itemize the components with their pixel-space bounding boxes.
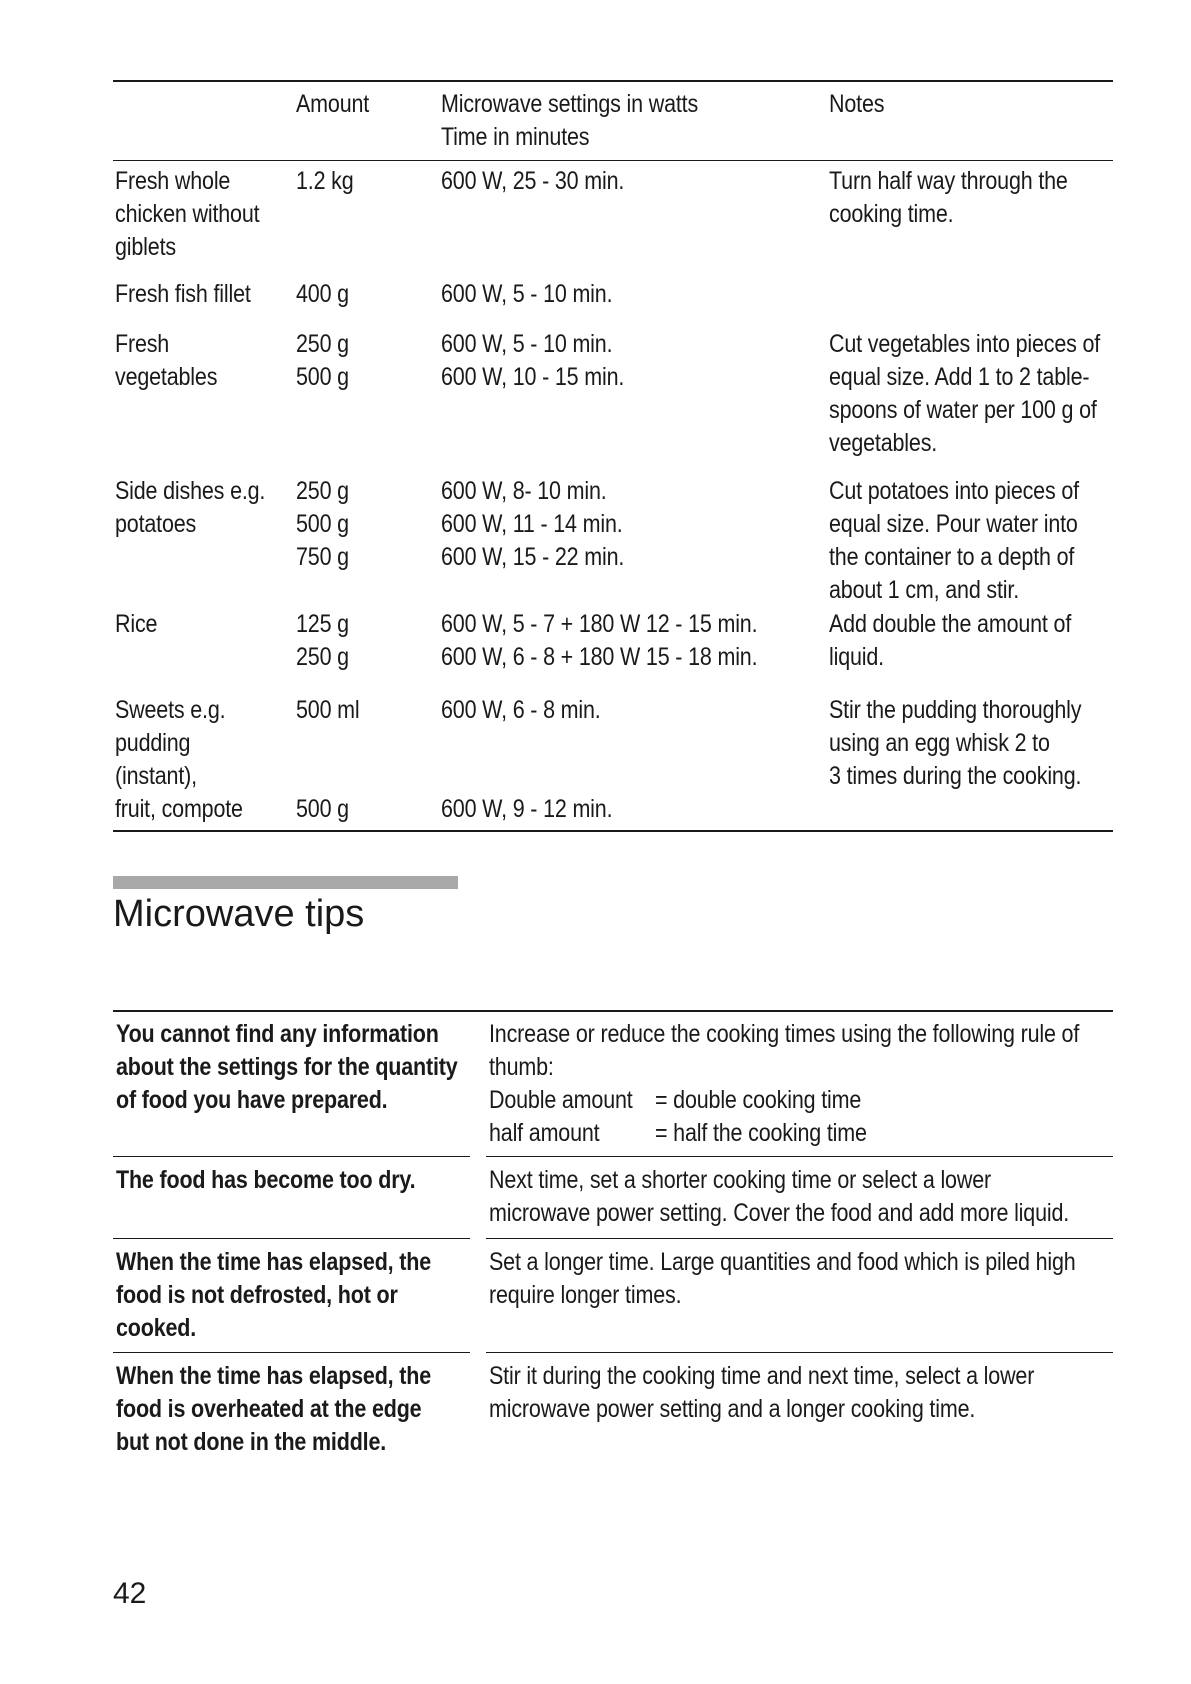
table-row-amount: 125 g 250 g: [296, 610, 349, 671]
tip-answer: Next time, set a shorter cooking time or select a lower microwave power setting. Cover the food and add more liquid.: [489, 1166, 1070, 1227]
tip-answer: Set a longer time. Large quantities and food which is piled high require longer times.: [489, 1248, 1076, 1309]
tip-divider: [113, 1156, 470, 1157]
tip-divider: [486, 1156, 1113, 1157]
table-row-settings: 600 W, 5 - 10 min.: [441, 280, 613, 308]
rule-row: half amount = half the cooking time: [489, 1119, 867, 1147]
table-row-amount: 400 g: [296, 280, 349, 308]
header-rule: [113, 160, 1113, 161]
table-row-notes: Cut potatoes into pieces of equal size. Pour water into the container to a depth of about 1 cm, and stir.: [829, 477, 1079, 604]
tip-question: When the time has elapsed, the food is overheated at the edge but not done in the middle.: [116, 1362, 432, 1456]
table-top-rule: [113, 80, 1113, 82]
table-row-settings: 600 W, 8- 10 min. 600 W, 11 - 14 min. 600 W, 15 - 22 min.: [441, 477, 625, 571]
table-row-notes: Add double the amount of liquid.: [829, 610, 1072, 671]
table-row-food: Sweets e.g. pudding (instant),: [115, 696, 226, 790]
page-number: 42: [113, 1577, 147, 1610]
table-bottom-rule: [113, 830, 1113, 832]
tip-divider: [486, 1352, 1113, 1353]
tip-answer: Stir it during the cooking time and next time, select a lower microwave power setting and a longer cooking time.: [489, 1362, 1035, 1423]
tip-question: The food has become too dry.: [116, 1166, 416, 1194]
table-row-food: fruit, compote: [115, 795, 243, 823]
header-amount: Amount: [296, 90, 370, 118]
header-notes: Notes: [829, 90, 885, 118]
section-heading-bar: [113, 876, 458, 889]
tip-divider: [113, 1352, 470, 1353]
table-row-amount: 1.2 kg: [296, 167, 354, 195]
tip-question: You cannot find any information about the settings for the quantity of food you have prepared.: [116, 1020, 458, 1114]
table-row-settings: 600 W, 9 - 12 min.: [441, 795, 613, 823]
tip-question: When the time has elapsed, the food is not defrosted, hot or cooked.: [116, 1248, 432, 1342]
table-row-settings: 600 W, 5 - 10 min. 600 W, 10 - 15 min.: [441, 330, 625, 391]
table-row-settings: 600 W, 25 - 30 min.: [441, 167, 625, 195]
table-row-settings: 600 W, 6 - 8 min.: [441, 696, 601, 724]
table-row-amount: 250 g 500 g 750 g: [296, 477, 349, 571]
tip-divider: [486, 1238, 1113, 1239]
section-title: Microwave tips: [113, 893, 365, 935]
table-row-notes: Stir the pudding thoroughly using an egg whisk 2 to 3 times during the cooking.: [829, 696, 1082, 790]
table-row-food: Fresh whole chicken without giblets: [115, 167, 260, 261]
table-row-notes: Turn half way through the cooking time.: [829, 167, 1068, 228]
table-row-amount: 500 ml: [296, 696, 360, 724]
rule-row: Double amount = double cooking time: [489, 1086, 862, 1114]
table-row-food: Rice: [115, 610, 158, 638]
header-settings: Microwave settings in watts Time in minutes: [441, 90, 699, 151]
tips-top-rule: [113, 1010, 1113, 1012]
table-row-amount: 500 g: [296, 795, 349, 823]
tip-divider: [113, 1238, 470, 1239]
table-row-amount: 250 g 500 g: [296, 330, 349, 391]
table-row-notes: Cut vegetables into pieces of equal size. Add 1 to 2 table- spoons of water per 100 g of vegetables.: [829, 330, 1101, 457]
table-row-food: Fresh fish fillet: [115, 280, 251, 308]
table-row-food: Side dishes e.g. potatoes: [115, 477, 266, 538]
tip-answer: Increase or reduce the cooking times using the following rule of thumb: Double amount = double cooking time half amount = half the cooking time: [489, 1018, 1175, 1150]
table-row-settings: 600 W, 5 - 7 + 180 W 12 - 15 min. 600 W, 6 - 8 + 180 W 15 - 18 min.: [441, 610, 758, 671]
table-row-food: Fresh vegetables: [115, 330, 218, 391]
